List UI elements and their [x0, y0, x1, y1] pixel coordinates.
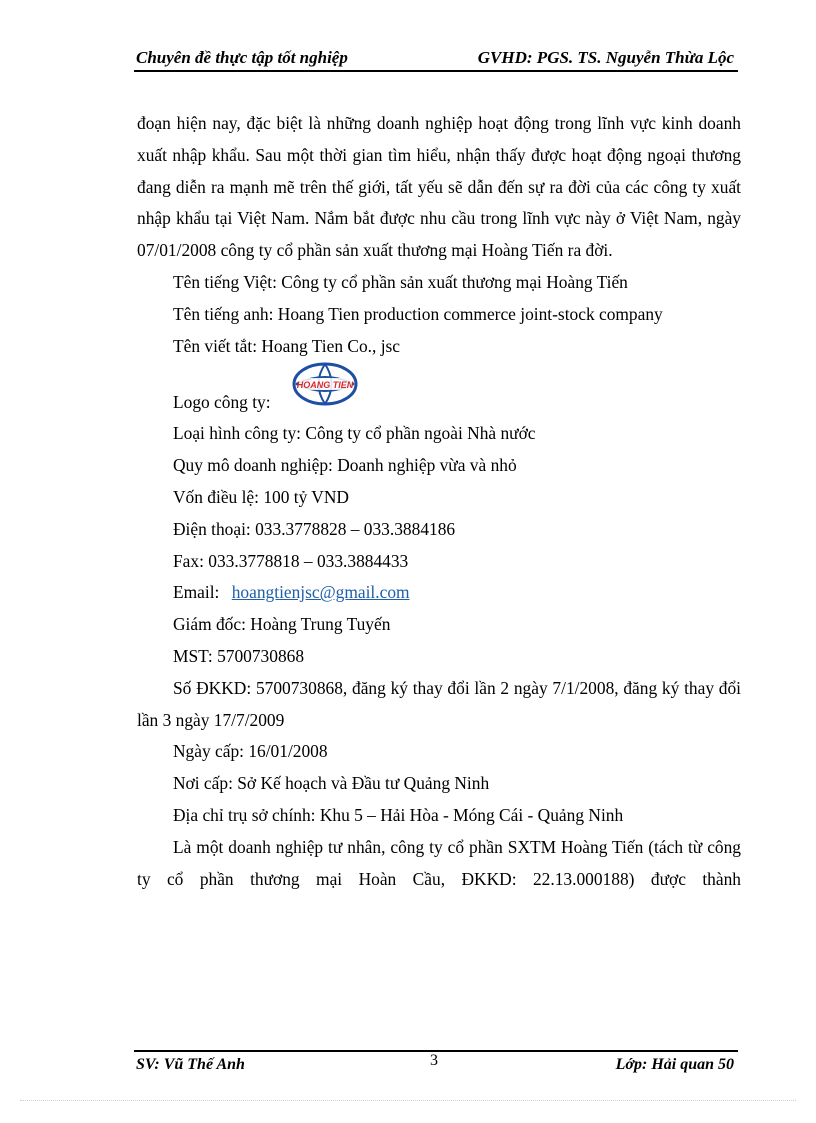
logo-label: Logo công ty:	[173, 392, 271, 413]
email-link[interactable]: hoangtienjsc@gmail.com	[231, 582, 410, 603]
company-type: Loại hình công ty: Công ty cổ phần ngoài Nhà nước	[173, 423, 536, 444]
footer-student: SV: Vũ Thế Anh	[136, 1056, 245, 1073]
header-supervisor: GVHD: PGS. TS. Nguyễn Thừa Lộc	[477, 48, 734, 67]
head-office-address: Địa chỉ trụ sở chính: Khu 5 – Hải Hòa - Móng Cái - Quảng Ninh	[173, 804, 624, 825]
company-logo	[292, 362, 358, 406]
document-body	[137, 108, 741, 895]
director: Giám đốc: Hoàng Trung Tuyến	[173, 614, 391, 635]
page-number: 3	[430, 1052, 438, 1069]
email-label: Email:	[173, 582, 220, 603]
email-row	[137, 577, 741, 609]
tax-code: MST: 5700730868	[173, 645, 305, 666]
page-edge-divider	[20, 1100, 796, 1101]
issue-date: Ngày cấp: 16/01/2008	[173, 741, 328, 762]
header-title: Chuyên đề thực tập tốt nghiệp	[136, 48, 348, 67]
phone: Điện thoại: 033.3778828 – 033.3884186	[173, 518, 456, 539]
footer-class: Lớp: Hải quan 50	[615, 1056, 734, 1073]
english-name: Tên tiếng anh: Hoang Tien production commerce joint-stock company	[173, 303, 663, 324]
abbreviated-name: Tên viết tắt: Hoang Tien Co., jsc	[173, 335, 401, 356]
business-registration: Số ĐKKD: 5700730868, đăng ký thay đổi lần 2 ngày 7/1/2008, đăng ký thay đổi lần 3 ngày 17/7/2009	[137, 677, 741, 730]
vietnamese-name: Tên tiếng Việt: Công ty cổ phần sản xuất thương mại Hoàng Tiến	[173, 271, 628, 292]
issue-place: Nơi cấp: Sở Kế hoạch và Đầu tư Quảng Ninh	[173, 773, 490, 794]
fax: Fax: 033.3778818 – 033.3884433	[173, 550, 409, 571]
charter-capital: Vốn điều lệ: 100 tỷ VND	[173, 486, 349, 507]
logo-row	[137, 362, 741, 418]
closing-paragraph: Là một doanh nghiệp tư nhân, công ty cổ phần SXTM Hoàng Tiến (tách từ công ty cổ phần thương mại Hoàn Cầu, ĐKKD: 22.13.000188) được thành	[137, 836, 741, 889]
page-header	[134, 46, 738, 72]
page-footer	[134, 1050, 738, 1076]
company-scale: Quy mô doanh nghiệp: Doanh nghiệp vừa và nhỏ	[173, 455, 517, 476]
logo-text: HOANG TIEN	[296, 380, 354, 391]
intro-paragraph: đoạn hiện nay, đặc biệt là những doanh nghiệp hoạt động trong lĩnh vực kinh doanh xuất nhập khẩu. Sau một thời gian tìm hiểu, nhận thấy được hoạt động ngoại thương đang diễn ra mạnh mẽ trên thế giới, tất yếu sẽ dẫn đến sự ra đời của các công ty xuất nhập khẩu tại Việt Nam. Nắm bắt được nhu cầu trong lĩnh vực này ở Việt Nam, ngày 07/01/2008 công ty cổ phần sản xuất thương mại Hoàng Tiến ra đời.	[137, 113, 741, 261]
